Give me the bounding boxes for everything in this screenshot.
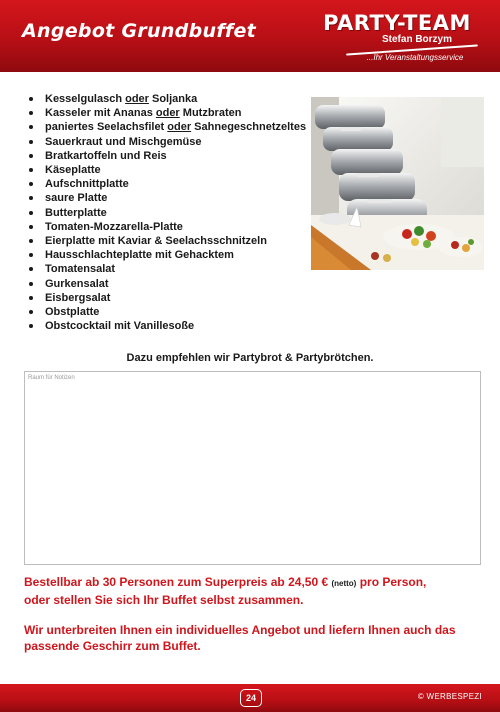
page-footer — [0, 684, 500, 712]
bullet-dot-icon — [29, 111, 33, 115]
menu-item-text: Butterplatte — [45, 206, 107, 219]
party-team-logo — [312, 12, 482, 62]
notes-area[interactable] — [24, 371, 481, 565]
bullet-dot-icon — [29, 211, 33, 215]
offer-paragraph-2: Wir unterbreiten Ihnen ein individuelles Angebot und liefern Ihnen auch das passende Geschirr zum Buffet. — [24, 623, 456, 653]
page-number: 24 — [240, 689, 262, 707]
buffet-photo-image — [311, 97, 484, 270]
menu-item-text: paniertes Seelachsfilet — [45, 121, 168, 134]
menu-item-text: saure Platte — [45, 192, 108, 205]
bullet-dot-icon — [29, 140, 33, 144]
buffet-photo — [311, 97, 484, 270]
offer-paragraph-1 — [24, 574, 484, 608]
menu-item-conjunction: oder — [125, 93, 149, 105]
menu-item-text: Kasseler mit Ananas — [45, 107, 156, 120]
menu-item-text: Sauerkraut und Mischgemüse — [45, 135, 202, 148]
menu-item-conjunction: oder — [155, 107, 180, 120]
notes-label: Raum für Notizen — [28, 375, 75, 381]
menu-item — [28, 277, 318, 291]
bullet-dot-icon — [29, 125, 33, 129]
recommendation-text: Dazu empfehlen wir Partybrot & Partybrötchen. — [126, 352, 374, 364]
logo-name: PARTY-TEAM — [323, 11, 471, 35]
menu-item — [28, 262, 318, 276]
bullet-dot-icon — [29, 310, 33, 314]
logo-owner: Stefan Borzym — [381, 34, 452, 45]
menu-item-text: Gurkensalat — [45, 277, 109, 290]
bullet-dot-icon — [29, 97, 33, 101]
bullet-dot-icon — [29, 182, 33, 186]
menu-item — [28, 305, 318, 319]
menu-item-text: Soljanka — [148, 93, 198, 105]
menu-item-text: Käseplatte — [45, 164, 101, 177]
menu-item — [28, 120, 318, 134]
menu-item — [28, 177, 318, 191]
menu-item — [28, 291, 318, 305]
menu-item-text: Hausschlachteplatte mit Gehacktem — [45, 249, 234, 262]
offer-self-assemble-text: oder stellen Sie sich Ihr Buffet selbst zusammen. — [24, 593, 304, 607]
menu-item — [28, 234, 318, 248]
menu-item — [28, 248, 318, 262]
menu-item-text: Eisbergsalat — [45, 291, 111, 304]
menu-item-text: Obstplatte — [45, 306, 100, 319]
menu-item-text: Bratkartoffeln und Reis — [45, 149, 167, 162]
offer-per-person-text: pro Person, — [356, 575, 427, 589]
menu-item-text: Sahnegeschnetzeltes — [191, 121, 307, 134]
menu-item — [28, 106, 318, 120]
menu-item-text: Kesselgulasch — [45, 93, 126, 105]
bullet-dot-icon — [29, 267, 33, 271]
bullet-dot-icon — [29, 168, 33, 172]
menu-item — [28, 206, 318, 220]
copyright-text: © WERBESPEZI — [417, 692, 482, 701]
menu-item-text: Tomaten-Mozzarella-Platte — [45, 220, 183, 233]
offer-netto-note: (netto) — [331, 579, 357, 588]
menu-item-text: Mutzbraten — [179, 107, 242, 120]
menu-item-text: Eierplatte mit Kaviar & Seelachsschnitzeln — [45, 235, 267, 248]
bullet-dot-icon — [29, 196, 33, 200]
buffet-menu-list — [28, 92, 318, 333]
menu-item — [28, 319, 318, 333]
menu-item — [28, 220, 318, 234]
bullet-dot-icon — [29, 225, 33, 229]
logo-tagline: ...Ihr Veranstaltungsservice — [366, 53, 464, 62]
menu-item — [28, 149, 318, 163]
bullet-dot-icon — [29, 239, 33, 243]
bullet-dot-icon — [29, 154, 33, 158]
menu-item — [28, 135, 318, 149]
menu-item-text: Obstcocktail mit Vanillesoße — [45, 320, 195, 333]
offer-price-text: Bestellbar ab 30 Personen zum Superpreis ab 24,50 € — [24, 575, 332, 589]
bullet-dot-icon — [29, 324, 33, 328]
page-header — [0, 0, 500, 72]
menu-item — [28, 92, 318, 106]
bullet-dot-icon — [29, 296, 33, 300]
menu-item-text: Aufschnittplatte — [45, 178, 129, 191]
bullet-dot-icon — [29, 253, 33, 257]
menu-item-text: Tomatensalat — [45, 263, 116, 276]
menu-item — [28, 163, 318, 177]
bullet-dot-icon — [29, 282, 33, 286]
menu-item — [28, 191, 318, 205]
menu-item-conjunction: oder — [167, 121, 192, 134]
page-title: Angebot Grundbuffet — [22, 20, 257, 42]
